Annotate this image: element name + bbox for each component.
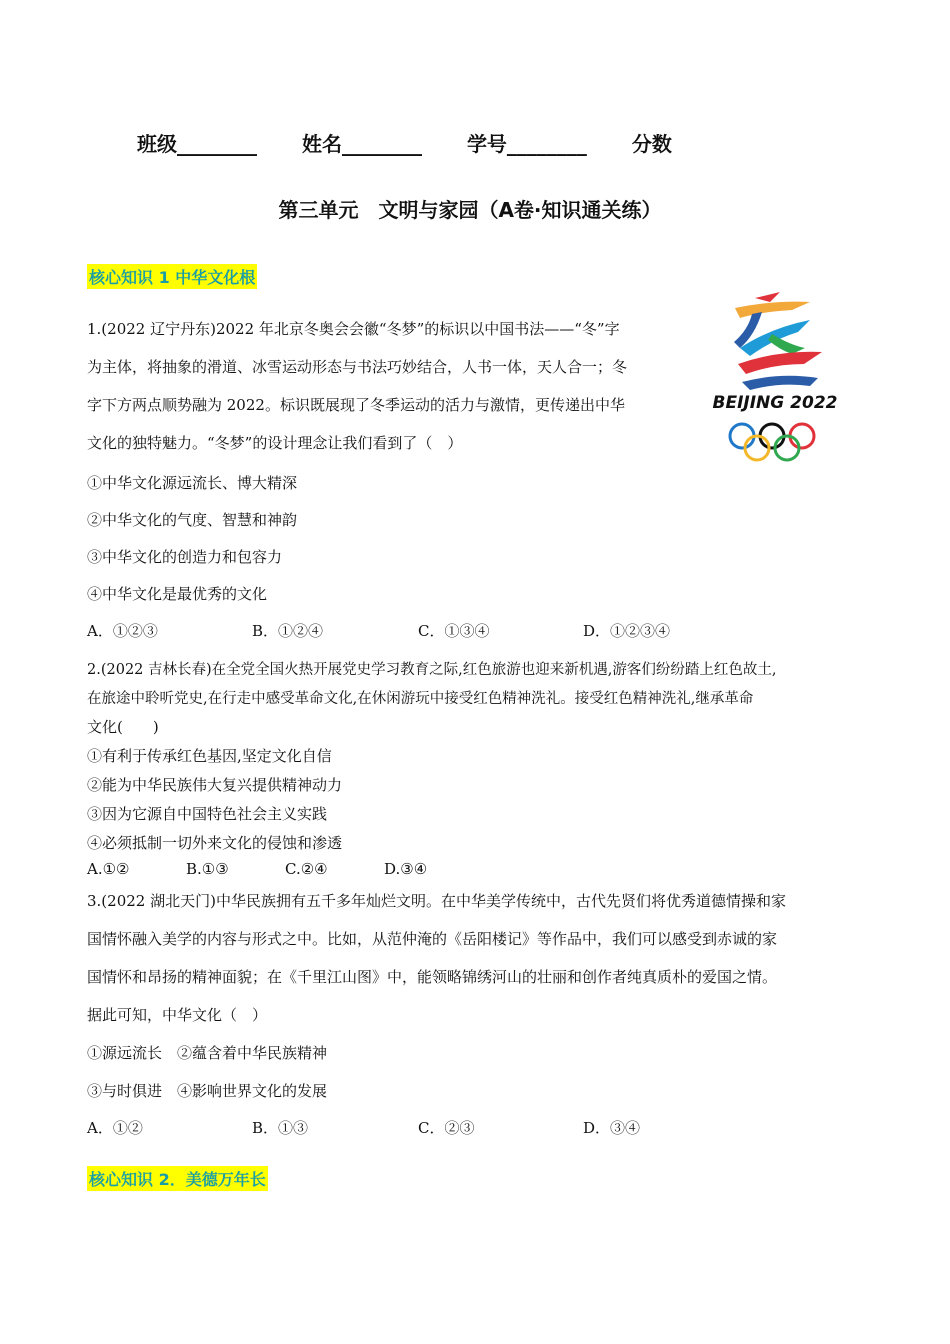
q2-option-a: A.①② (87, 860, 130, 878)
q1-item-3: ③中华文化的创造力和包容力 (87, 548, 283, 566)
q3-option-b: B．①③ (252, 1119, 309, 1137)
q2-option-c: C.②④ (285, 860, 328, 878)
student-info-line (137, 128, 710, 157)
class-label: 班级________ (137, 132, 257, 156)
q2-item-1: ①有利于传承红色基因,坚定文化自信 (87, 747, 332, 765)
name-label: 姓名________ (301, 132, 422, 156)
q2-item-3: ③因为它源自中国特色社会主义实践 (87, 805, 328, 823)
svg-text:BEIJING 2022: BEIJING 2022 (712, 393, 838, 413)
beijing-2022-emblem (700, 290, 850, 465)
q3-line-4: 据此可知，中华文化（ ） (87, 1006, 268, 1024)
q1-option-b: B．①②④ (252, 622, 324, 640)
q1-option-c: C．①③④ (418, 622, 490, 640)
q2-item-4: ④必须抵制一切外来文化的侵蚀和渗透 (87, 834, 343, 852)
q1-item-4: ④中华文化是最优秀的文化 (87, 585, 268, 603)
q2-line-3: 文化( ) (87, 718, 159, 736)
q1-line-2: 为主体，将抽象的滑道、冰雪运动形态与书法巧妙结合，人书一体，天人合一；冬 (87, 358, 628, 376)
q3-option-d: D．③④ (583, 1119, 641, 1137)
q2-item-2: ②能为中华民族伟大复兴提供精神动力 (87, 776, 343, 794)
q2-line-1: 2.(2022 吉林长春)在全党全国火热开展党史学习教育之际,红色旅游也迎来新机遇,游客们纷纷踏上红色故土, (87, 662, 777, 678)
q1-item-2: ②中华文化的气度、智慧和神韵 (87, 511, 298, 529)
q1-option-d: D．①②③④ (583, 622, 671, 640)
q2-line-2: 在旅途中聆听党史,在行走中感受革命文化,在休闲游玩中接受红色精神洗礼。接受红色精神洗礼,继承革命 (87, 691, 754, 707)
winter-olympics-logo-icon (700, 290, 850, 465)
q1-line-3: 字下方两点顺势融为 2022。标识既展现了冬季运动的活力与激情，更传递出中华 (87, 396, 625, 414)
q1-line-4: 文化的独特魅力。“冬梦”的设计理念让我们看到了（ ） (87, 434, 463, 452)
q2-option-b: B.①③ (186, 860, 229, 878)
q3-line-2: 国情怀融入美学的内容与形式之中。比如，从范仲淹的《岳阳楼记》等作品中，我们可以感受到赤诚的家 (87, 930, 778, 948)
q3-option-a: A．①② (87, 1119, 143, 1137)
section-heading-1: 核心知识 1 中华文化根 (87, 264, 257, 289)
q3-line-1: 3.(2022 湖北天门)中华民族拥有五千多年灿烂文明。在中华美学传统中，古代先贤们将优秀道德情操和家 (87, 892, 786, 910)
q3-option-c: C．②③ (418, 1119, 475, 1137)
q3-line-3: 国情怀和昂扬的精神面貌；在《千里江山图》中，能领略锦绣河山的壮丽和创作者纯真质朴的爱国之情。 (87, 968, 778, 986)
q2-option-d: D.③④ (384, 860, 428, 878)
page-title: 第三单元 文明与家园（A卷·知识通关练） (278, 198, 662, 222)
q1-line-1: 1.(2022 辽宁丹东)2022 年北京冬奥会会徽“冬梦”的标识以中国书法——“冬”字 (87, 320, 620, 338)
q3-item-1: ①源远流长 ②蕴含着中华民族精神 (87, 1044, 328, 1062)
section-heading-2: 核心知识 2．美德万年长 (87, 1166, 268, 1191)
q1-option-a: A．①②③ (87, 622, 158, 640)
student-id-label: 学号________ (466, 132, 587, 156)
score-label: 分数 (631, 132, 672, 156)
q1-item-1: ①中华文化源远流长、博大精深 (87, 474, 298, 492)
q3-item-2: ③与时俱进 ④影响世界文化的发展 (87, 1082, 328, 1100)
